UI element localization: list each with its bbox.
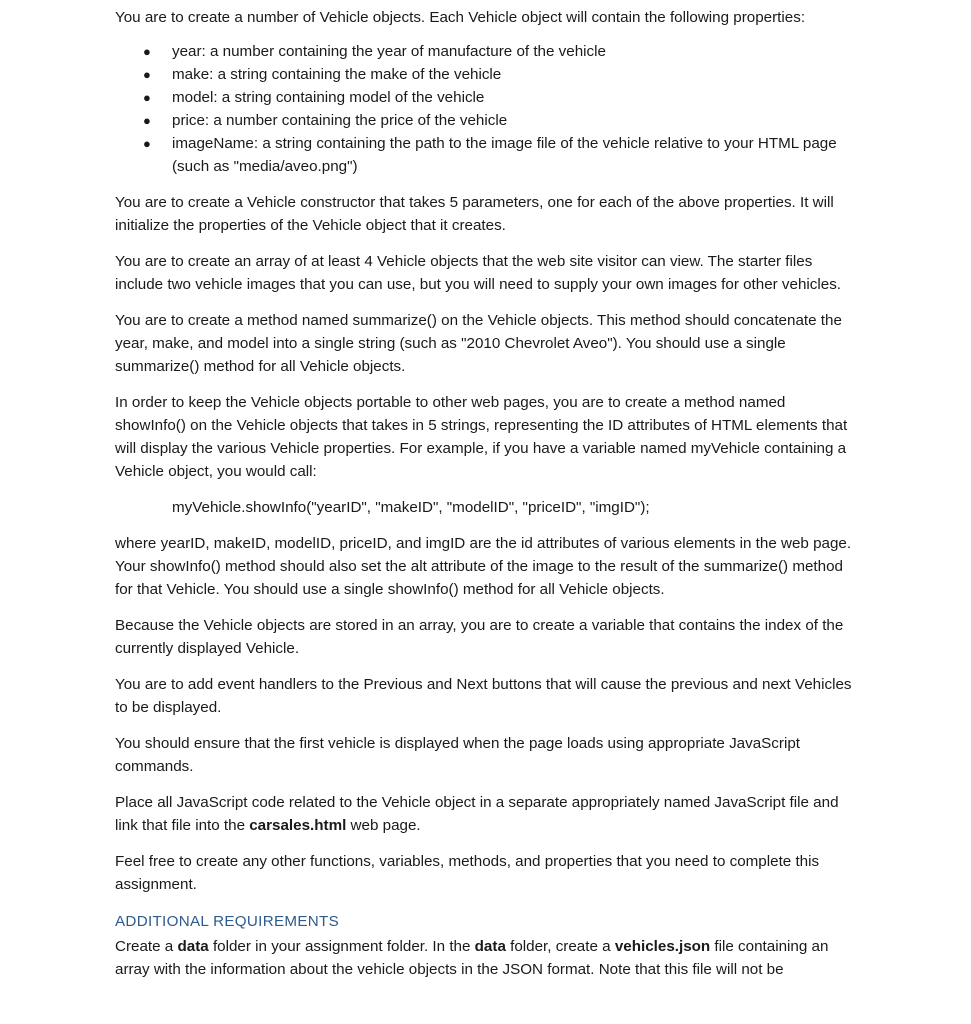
list-item: [115, 86, 860, 109]
index-paragraph: Because the Vehicle objects are stored in an array, you are to create a variable that contains the index of the currently displayed Vehicle.: [115, 617, 844, 657]
place-text-end: web page.: [346, 817, 421, 834]
property-text: make: a string containing the make of the vehicle: [172, 66, 502, 83]
data-folder-bold: data: [177, 938, 209, 955]
handlers-paragraph: You are to add event handlers to the Previous and Next buttons that will cause the previous and next Vehicles to be displayed.: [115, 676, 852, 716]
showinfo-paragraph: In order to keep the Vehicle objects portable to other web pages, you are to create a method named showInfo() on the Vehicle objects that takes in 5 strings, representing the ID attributes of HTML elements that will display the various Vehicle properties. For example, if you have a variable named myVehicle containing a Vehicle object, you would call:: [115, 394, 848, 480]
carsales-filename: carsales.html: [249, 817, 347, 834]
where-paragraph: where yearID, makeID, modelID, priceID, and imgID are the id attributes of various elements in the web page. Your showInfo() method should also set the alt attribute of the image to the result of the summarize() method for that Vehicle. You should use a single showInfo() method for all Vehicle objects.: [115, 535, 852, 598]
bullet-icon: ●: [143, 136, 151, 151]
first-vehicle-paragraph: You should ensure that the first vehicle is displayed when the page loads using appropriate JavaScript commands.: [115, 735, 800, 775]
data-text-4: file containing an array with the information about the vehicle objects in the JSON format. Note that this file will not be: [115, 938, 829, 978]
place-paragraph: [115, 791, 860, 837]
list-item: [115, 40, 860, 63]
bullet-icon: ●: [143, 67, 151, 82]
section-heading: ADDITIONAL REQUIREMENTS: [115, 913, 340, 930]
bullet-icon: ●: [143, 113, 151, 128]
property-text: price: a number containing the price of the vehicle: [172, 112, 508, 129]
summarize-paragraph: You are to create a method named summarize() on the Vehicle objects. This method should concatenate the year, make, and model into a single string (such as "2010 Chevrolet Aveo"). You should use a single summarize() method for all Vehicle objects.: [115, 312, 842, 375]
list-item: [115, 132, 860, 178]
property-list: [115, 40, 860, 178]
data-text-2: folder in your assignment folder. In the: [208, 938, 475, 955]
constructor-paragraph: You are to create a Vehicle constructor that takes 5 parameters, one for each of the above properties. It will initialize the properties of the Vehicle object that it creates.: [115, 194, 834, 234]
property-text: model: a string containing model of the vehicle: [172, 89, 485, 106]
list-item: [115, 63, 860, 86]
property-text: year: a number containing the year of manufacture of the vehicle: [172, 43, 606, 60]
place-text: Place all JavaScript code related to the Vehicle object in a separate appropriately named JavaScript file and link that file into the: [115, 794, 839, 834]
bullet-icon: ●: [143, 44, 151, 59]
data-folder-bold-2: data: [474, 938, 506, 955]
intro-paragraph: You are to create a number of Vehicle objects. Each Vehicle object will contain the following properties:: [115, 9, 806, 26]
free-paragraph: Feel free to create any other functions, variables, methods, and properties that you need to complete this assignment.: [115, 853, 820, 893]
data-text-3: folder, create a: [505, 938, 615, 955]
bullet-icon: ●: [143, 90, 151, 105]
list-item: [115, 109, 860, 132]
code-example: myVehicle.showInfo("yearID", "makeID", "modelID", "priceID", "imgID");: [172, 499, 650, 516]
data-text-1: Create a: [115, 938, 178, 955]
json-filename: vehicles.json: [614, 938, 711, 955]
document-page: [115, 6, 860, 994]
property-text: imageName: a string containing the path to the image file of the vehicle relative to your HTML page (such as "media/aveo.png"): [172, 135, 837, 175]
data-paragraph: [115, 935, 860, 981]
array-paragraph: You are to create an array of at least 4 Vehicle objects that the web site visitor can view. The starter files include two vehicle images that you can use, but you will need to supply your own images for other vehicles.: [115, 253, 842, 293]
